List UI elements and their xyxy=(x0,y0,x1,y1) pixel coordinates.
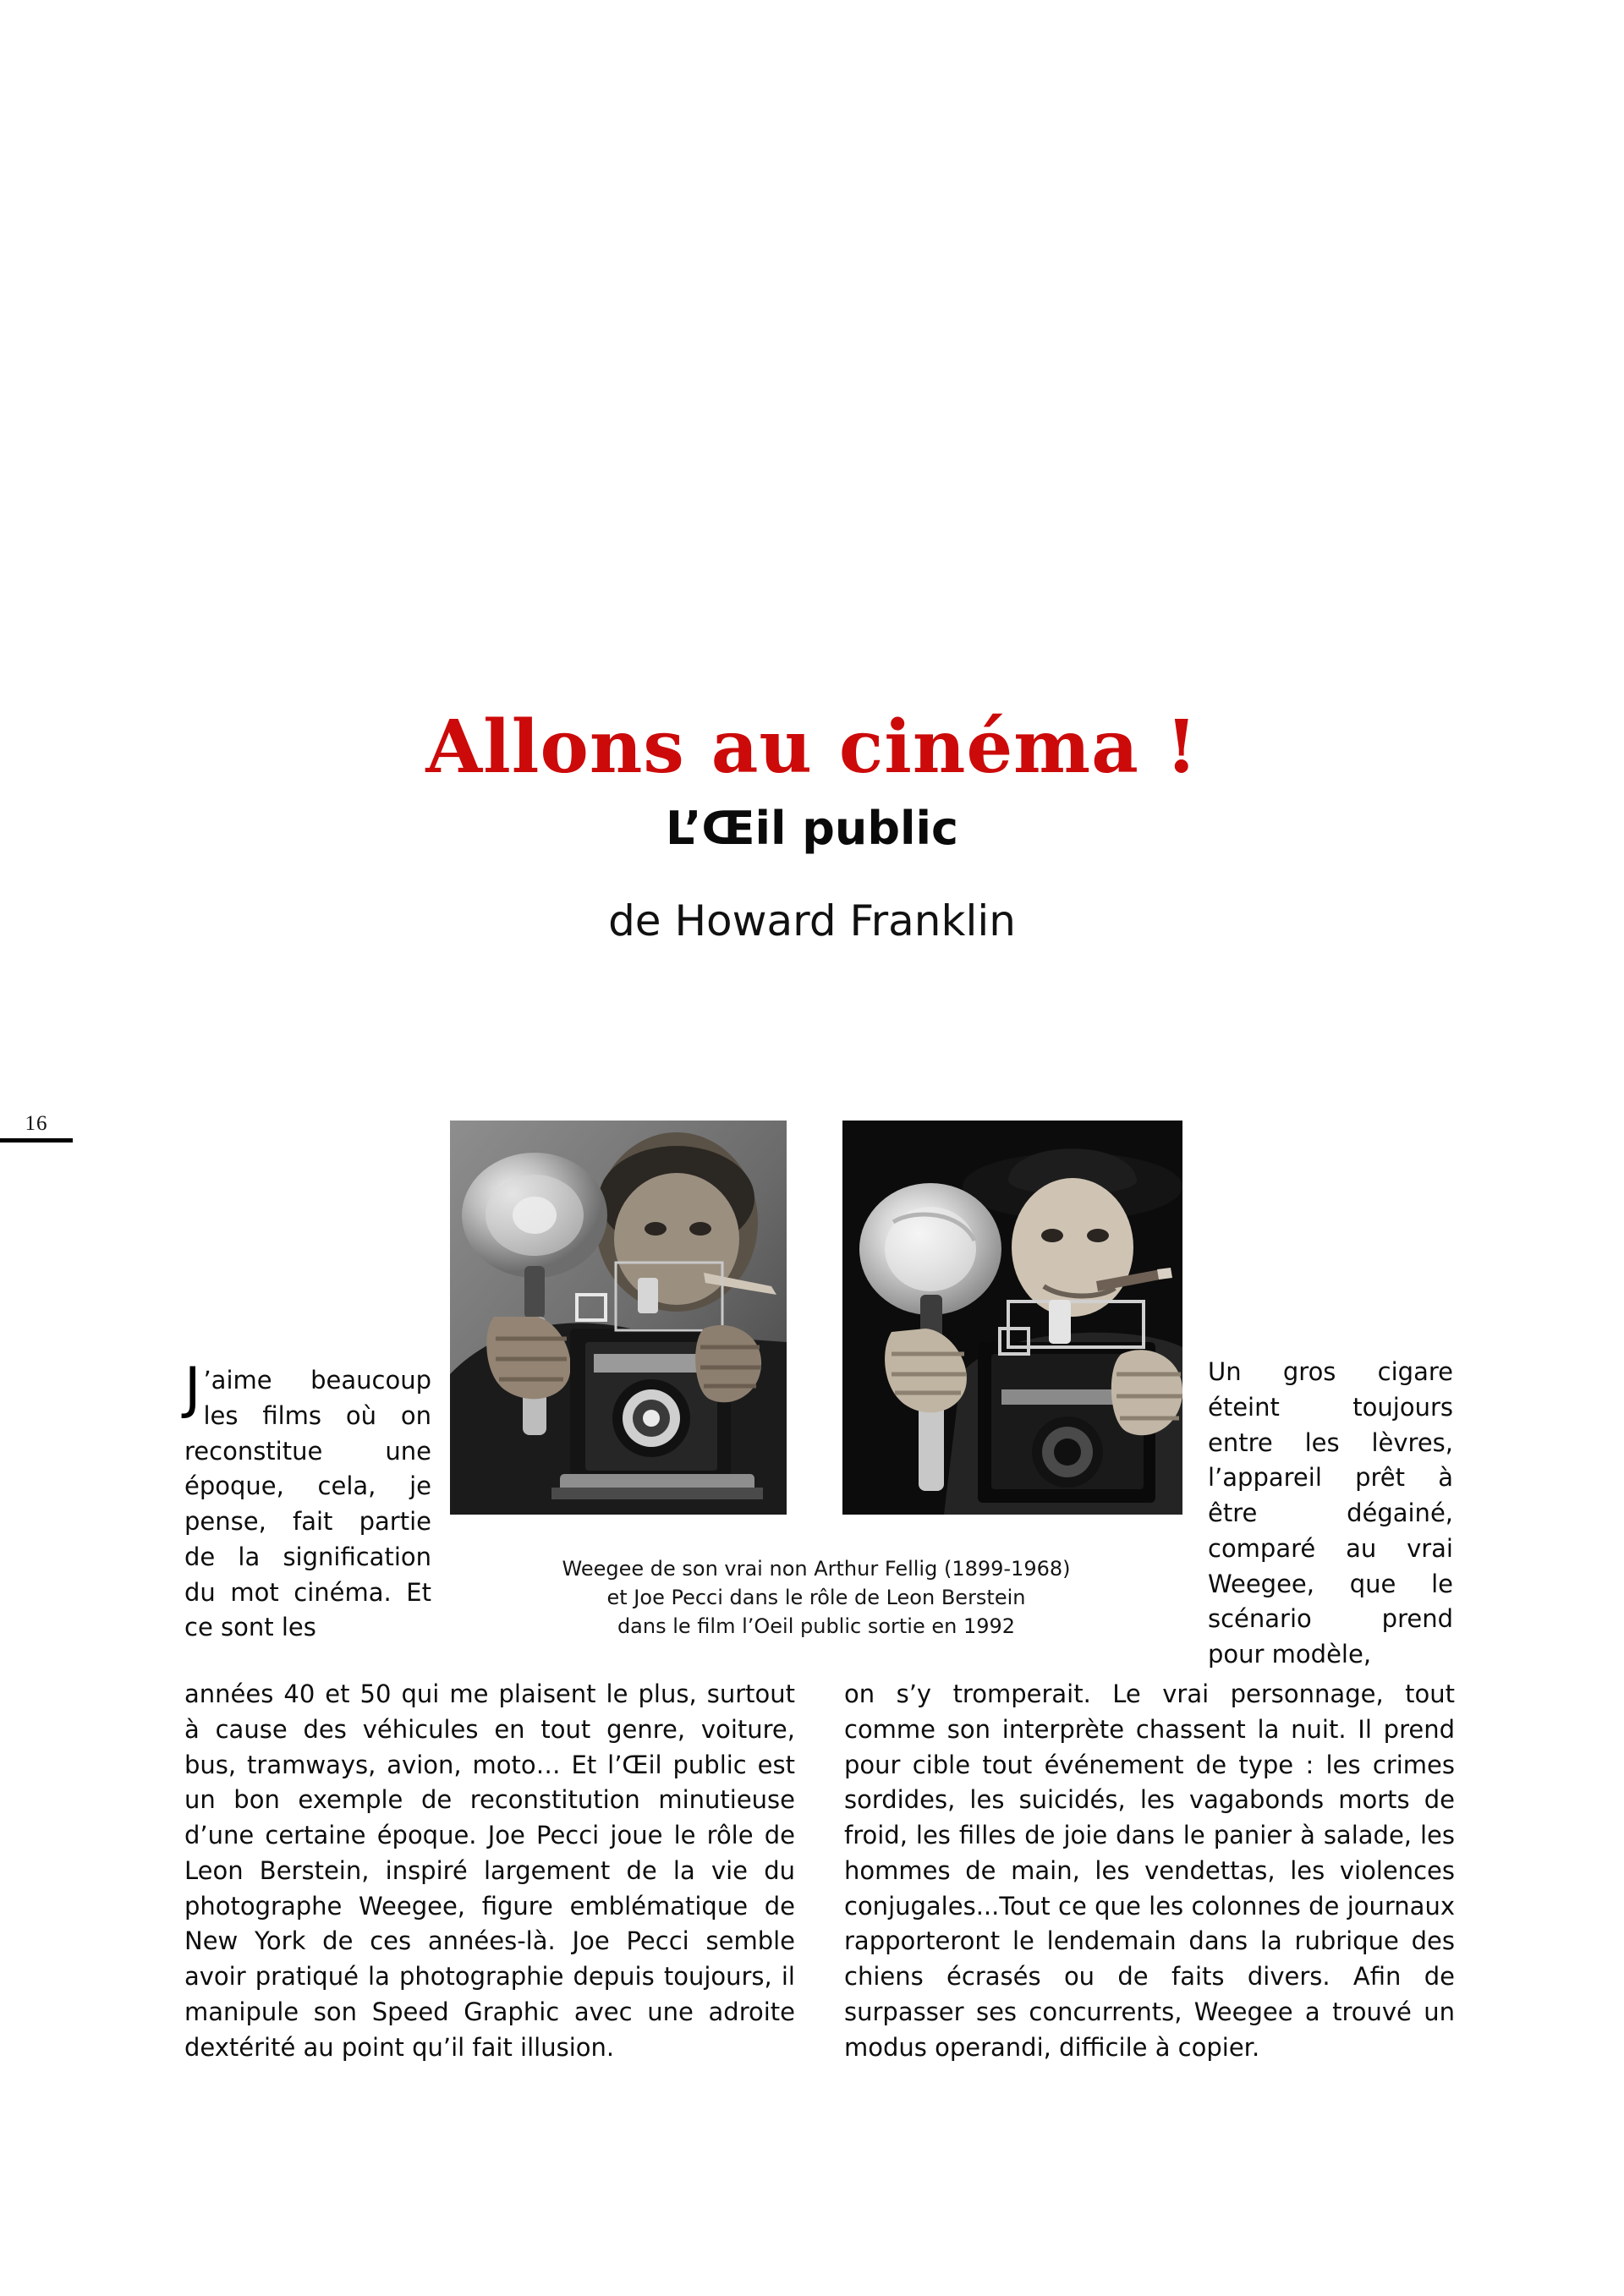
figure-band xyxy=(450,1121,1182,1515)
article-right-column-top xyxy=(1208,1355,1453,1673)
masthead xyxy=(135,704,1489,990)
director-byline: de Howard Franklin xyxy=(608,896,1016,946)
photo-joe-pecci-leon-berstein xyxy=(842,1121,1182,1515)
page-title: Allons au cinéma ! xyxy=(425,704,1199,790)
photo-left-graphic xyxy=(450,1121,787,1515)
article-right-top-text: Un gros cigare éteint toujours entre les lèvres, l’appareil prêt à être dégainé, comparé au vrai Weegee, que le scénario prend pour modèle, xyxy=(1208,1357,1453,1669)
page-folio xyxy=(0,1113,73,1143)
drop-cap: J xyxy=(184,1356,201,1421)
page-number: 16 xyxy=(25,1112,48,1135)
article-right-column-main xyxy=(844,1677,1455,2065)
figure-caption xyxy=(474,1554,1159,1641)
article-left-column-main xyxy=(184,1677,795,2065)
article-right-main-text: on s’y tromperait. Le vrai personnage, tout comme son interprète chassent la nuit. Il prend pour cible tout événement de type : les crimes sordides, les suicidés, les vagabonds morts de froid, les filles de joie dans le panier à salade, les hommes de main, les vendettas, les violences conjugales...Tout ce que les colonnes de journaux rapporteront le lendemain dans la rubrique des chiens écrasés ou de faits divers. Afin de surpasser ses concurrents, Weegee a trouvé un modus operandi, difficile à copier. xyxy=(844,1680,1455,2062)
article-left-top-text: ’aime beaucoup les films où on reconstitue une époque, cela, je pense, fait partie de la signification du mot cinéma. Et ce sont les xyxy=(184,1366,431,1642)
caption-line-1: Weegee de son vrai non Arthur Fellig (1899-1968) xyxy=(562,1557,1071,1581)
film-title: L’Œil public xyxy=(665,801,959,855)
photo-right-graphic xyxy=(842,1121,1182,1515)
photo-weegee-arthur-fellig xyxy=(450,1121,787,1515)
article-left-column-top xyxy=(184,1356,431,1646)
article-left-main-text: années 40 et 50 qui me plaisent le plus, surtout à cause des véhicules en tout genre, voiture, bus, tramways, avion, moto… Et l’Œil public est un bon exemple de reconstitution minutieuse d’une certaine époque. Joe Pecci joue le rôle de Leon Berstein, inspiré largement de la vie du photographe Weegee, figure emblématique de New York de ces années-là. Joe Pecci semble avoir pratiqué la photographie depuis toujours, il manipule son Speed Graphic avec une adroite dextérité au point qu’il fait illusion. xyxy=(184,1680,795,2062)
caption-line-2: et Joe Pecci dans le rôle de Leon Berstein xyxy=(606,1586,1026,1610)
folio-rule xyxy=(0,1138,73,1143)
caption-line-3: dans le film l’Oeil public sortie en 1992 xyxy=(617,1614,1016,1639)
